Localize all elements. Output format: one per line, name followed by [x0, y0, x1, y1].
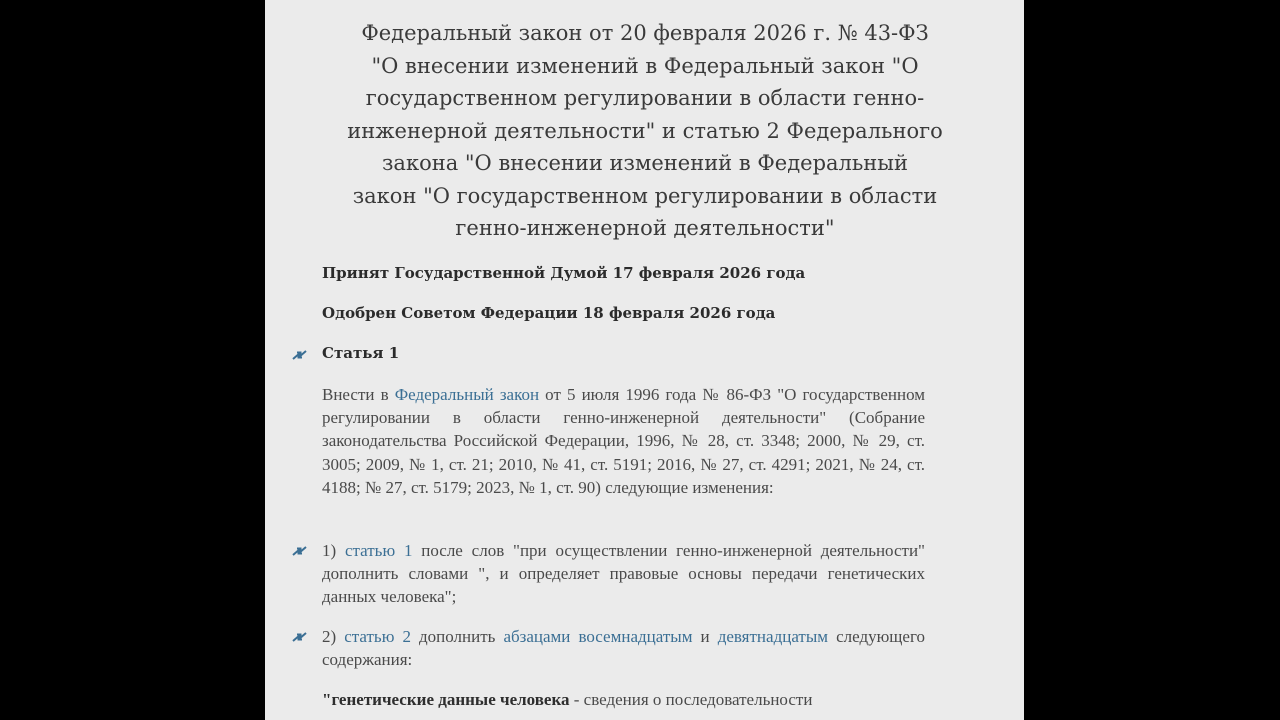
item-text: следующего содержания: [322, 627, 925, 670]
item-text: после слов "при осуществлении генно-инженерной деятельности" дополнить словами ", и определяет правовые основы передачи генетических данных человека"; [322, 541, 925, 607]
definition-term: "генетические данные человека [322, 690, 570, 709]
article-1-link[interactable]: статью 1 [344, 541, 413, 560]
federal-law-link[interactable]: Федеральный закон [394, 385, 540, 404]
title-line: генно-инженерной деятельности" [455, 216, 835, 240]
intro-text-rest: от 5 июля 1996 года № 86-ФЗ "О государственном регулировании в области генно-инженерной деятельности" (Собрание законодательства Российской Федерации, 1996, № 28, ст. 3348; 2000, № 29, ст. 3005; 2009, № 1, ст. 21; 2010, № 41, ст. 5191; 2016, № 27, ст. 4291; 2021, № 24, ст. 4188; № 27, ст. 5179; 2023, № 1, ст. 90) следующие изменения: [322, 385, 926, 497]
title-line: инженерной деятельности" и статью 2 Федерального [347, 118, 943, 143]
intro-text: Внести в [322, 385, 395, 404]
document-title [305, 17, 985, 245]
item-text: дополнить [410, 627, 504, 646]
approved-line: Одобрен Советом Федерации 18 февраля 2026 года [322, 304, 776, 322]
title-line: закон "О государственном регулировании в области [352, 183, 938, 208]
paragraph-18-link[interactable]: абзацами восемнадцатым [503, 627, 693, 646]
title-line: закона "О внесении изменений в Федеральный [381, 151, 909, 175]
item-number: 1) [322, 541, 345, 560]
document-page [265, 0, 1024, 720]
title-line: Федеральный закон от 20 февраля 2026 г. № 43-ФЗ [361, 21, 929, 45]
link-arrows-icon[interactable] [292, 545, 307, 557]
adopted-line: Принят Государственной Думой 17 февраля 2026 года [322, 264, 806, 282]
link-arrows-icon[interactable] [292, 349, 307, 361]
paragraph-19-link[interactable]: девятнадцатым [717, 627, 829, 646]
article-heading: Статья 1 [322, 344, 400, 362]
definition-text: - сведения о последовательности [569, 690, 813, 709]
item-1 [322, 539, 925, 609]
article-intro [322, 383, 925, 499]
definition-paragraph [322, 688, 925, 711]
item-2 [322, 625, 925, 671]
link-arrows-icon[interactable] [292, 631, 307, 643]
item-text: и [692, 627, 718, 646]
title-line: государственном регулировании в области генно- [365, 86, 925, 110]
item-number: 2) [322, 627, 345, 646]
article-2-link[interactable]: статью 2 [344, 627, 411, 646]
title-line: "О внесении изменений в Федеральный закон "О [371, 53, 919, 78]
